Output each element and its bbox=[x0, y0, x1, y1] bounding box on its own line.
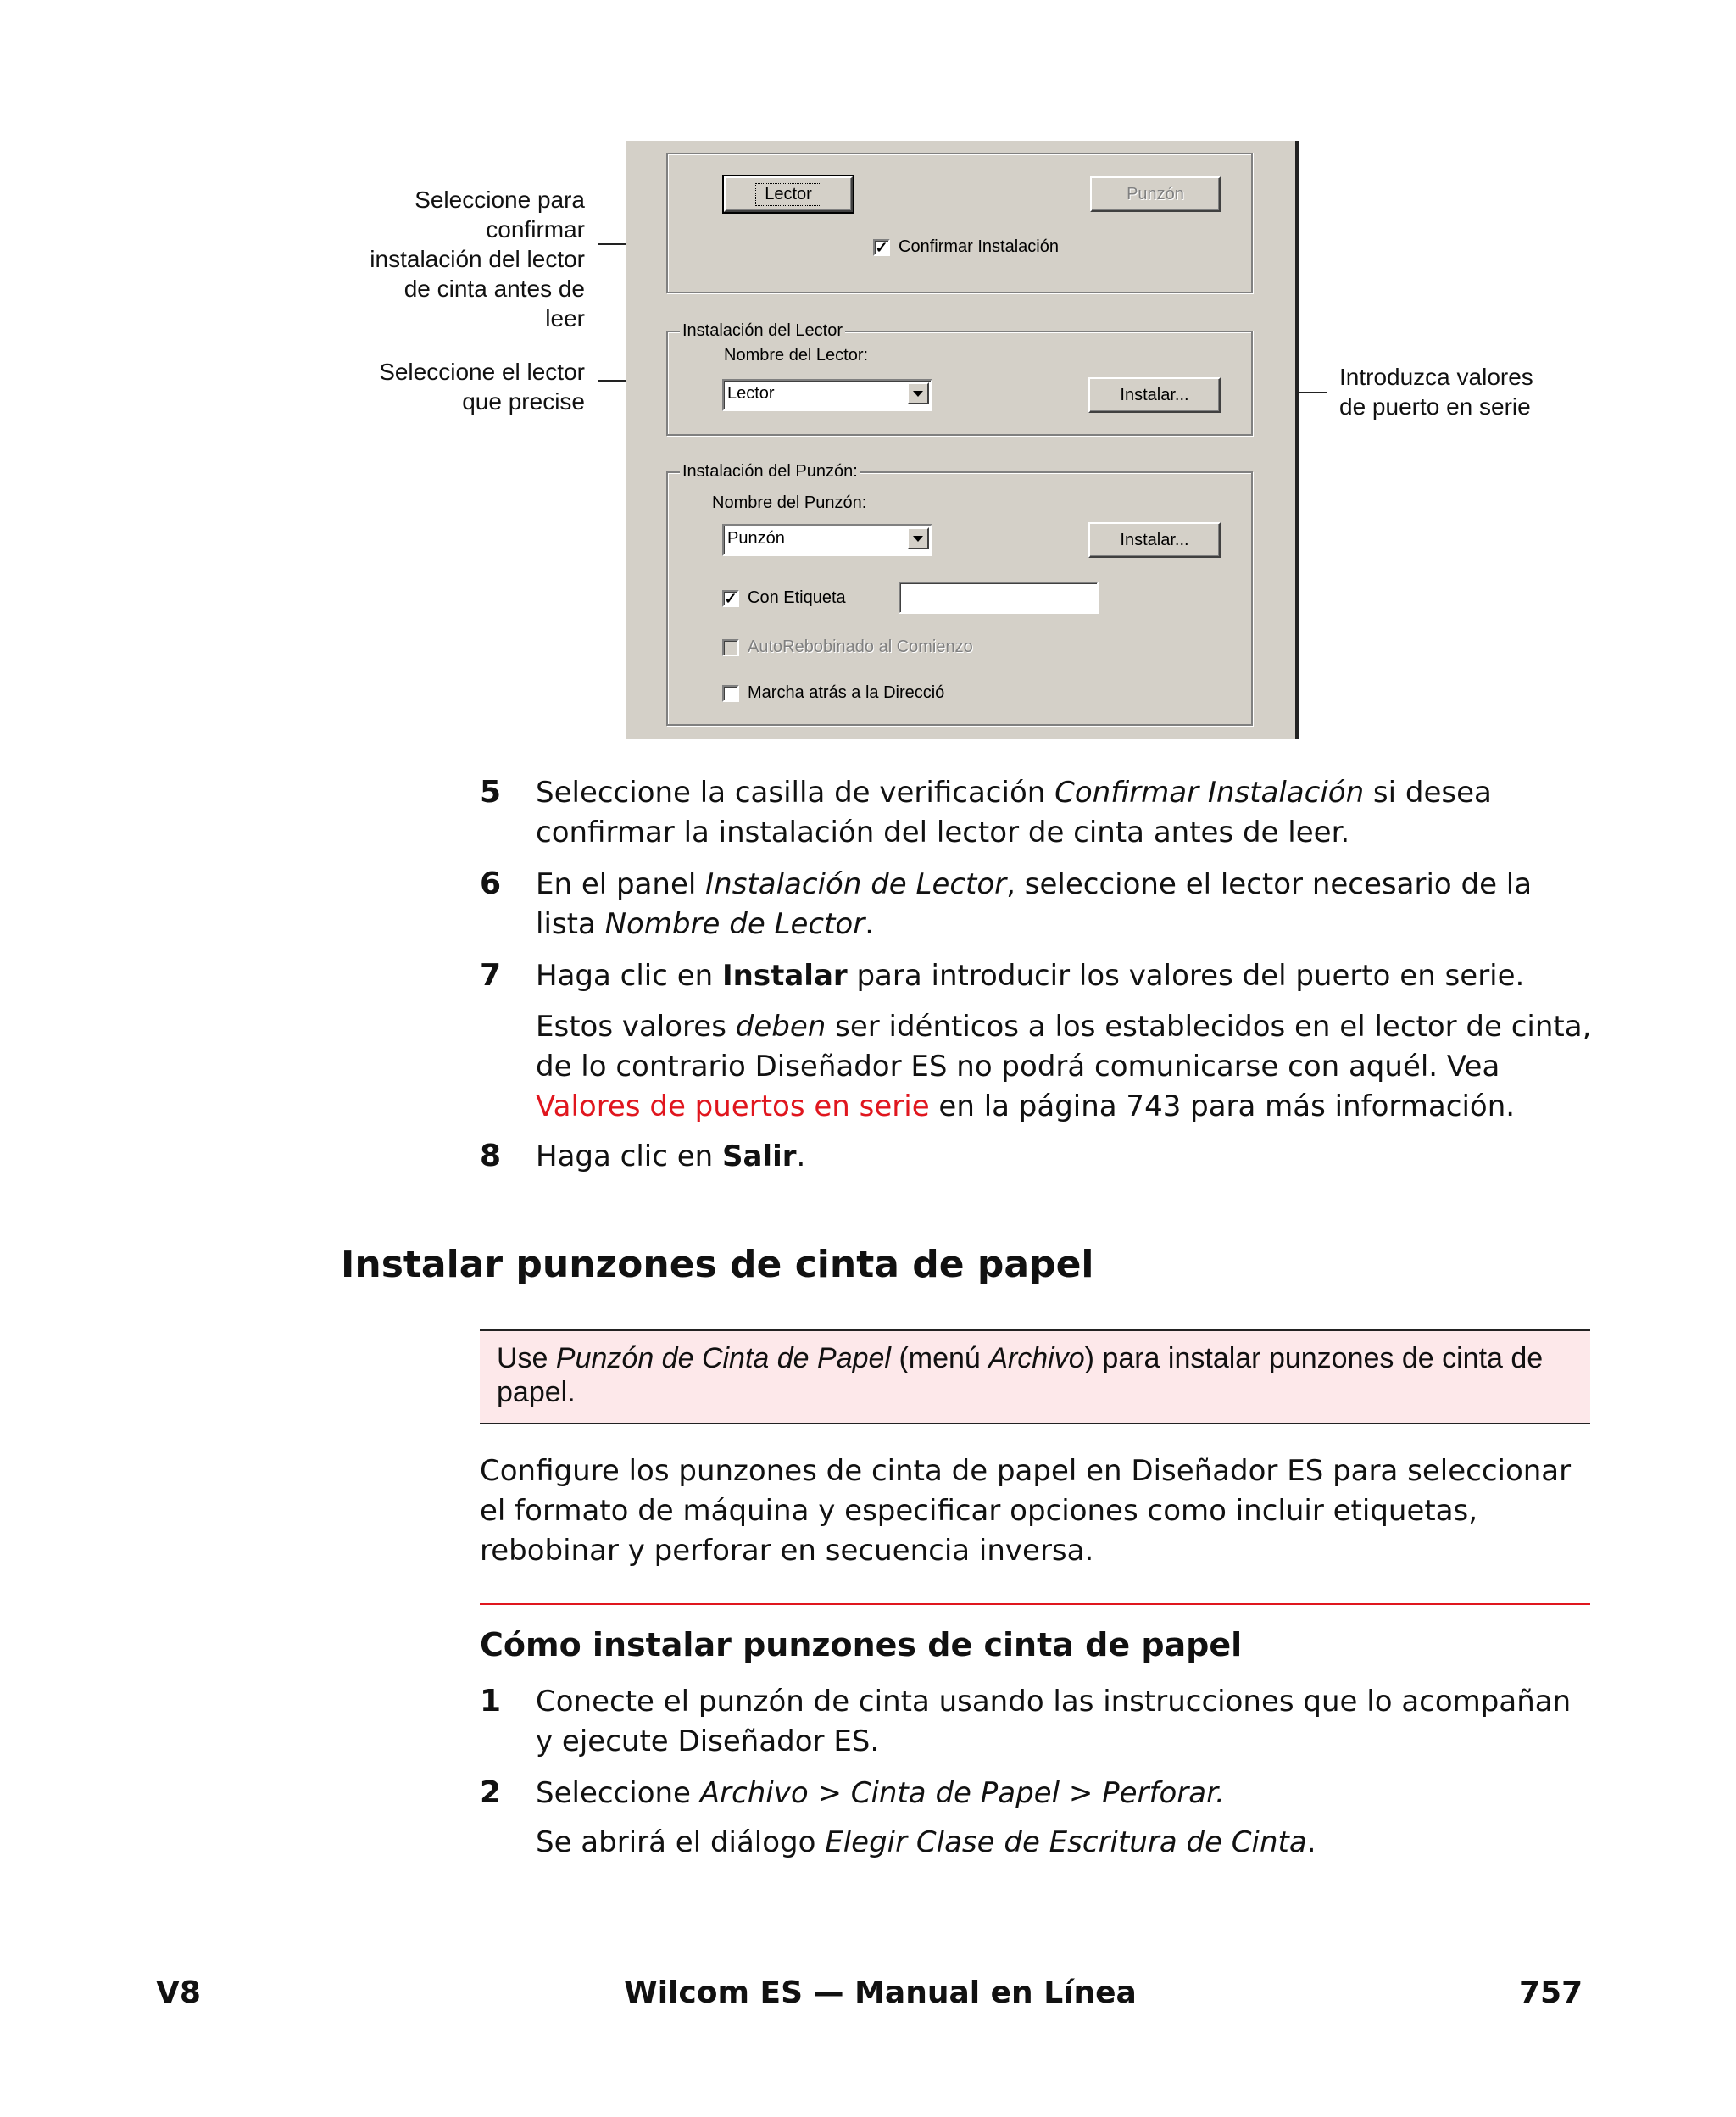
section-title: Instalar punzones de cinta de papel bbox=[341, 1243, 1094, 1286]
reader-select-value: Lector bbox=[727, 384, 775, 403]
step-number-6: 6 bbox=[480, 866, 502, 901]
chevron-down-icon[interactable] bbox=[907, 527, 929, 549]
label-text-input[interactable] bbox=[899, 582, 1099, 614]
note-box: Use Punzón de Cinta de Papel (menú Archivo) para instalar punzones de cinta de papel. bbox=[480, 1329, 1590, 1424]
serial-values-link[interactable]: Valores de puertos en serie bbox=[536, 1089, 930, 1123]
reader-install-button[interactable] bbox=[1088, 377, 1221, 413]
reader-group-title: Instalación del Lector bbox=[680, 321, 845, 341]
footer-page-number: 757 bbox=[1519, 1975, 1583, 2010]
chevron-down-icon[interactable] bbox=[907, 382, 929, 404]
footer-version: V8 bbox=[156, 1975, 201, 2010]
tape-setup-dialog bbox=[626, 141, 1299, 739]
footer-title: Wilcom ES — Manual en Línea bbox=[624, 1975, 1137, 2010]
punch-group-title: Instalación del Punzón: bbox=[680, 462, 860, 482]
step-number-8: 8 bbox=[480, 1139, 502, 1173]
confirm-install-checkbox[interactable]: ✓ bbox=[873, 239, 890, 256]
section-divider bbox=[480, 1603, 1590, 1605]
subsection-title: Cómo instalar punzones de cinta de papel bbox=[480, 1626, 1243, 1663]
punch-install-button[interactable] bbox=[1088, 522, 1221, 558]
punch-select-value: Punzón bbox=[727, 529, 785, 548]
callout-confirm: Seleccione para confirmar instalación del lector de cinta antes de leer bbox=[370, 187, 585, 331]
lector-button[interactable] bbox=[724, 176, 853, 212]
lector-button-label: Lector bbox=[755, 183, 821, 206]
punch-install-button-label: Instalar... bbox=[1120, 530, 1189, 549]
step-number-7: 7 bbox=[480, 958, 502, 993]
callout-reader: Seleccione el lector que precise bbox=[379, 359, 585, 415]
top-group bbox=[666, 153, 1253, 293]
confirm-install-label: Confirmar Instalación bbox=[899, 237, 1059, 256]
step-number-2: 2 bbox=[480, 1775, 502, 1810]
punch-name-label: Nombre del Punzón: bbox=[712, 493, 867, 512]
step-5-text: Seleccione la casilla de verificación Confirmar Instalación si desea confirmar la instalación del lector de cinta antes de leer. bbox=[536, 776, 1492, 850]
body-paragraph: Configure los punzones de cinta de papel en Diseñador ES para seleccionar el formato de máquina y especificar opciones como incluir etiquetas, rebobinar y perforar en secuencia inversa. bbox=[480, 1454, 1572, 1568]
reader-name-label: Nombre del Lector: bbox=[724, 346, 869, 365]
punzon-button-label: Punzón bbox=[1127, 184, 1184, 203]
reader-select[interactable] bbox=[722, 379, 932, 411]
label-checkbox-label: Con Etiqueta bbox=[748, 588, 846, 607]
step-number-1: 1 bbox=[480, 1684, 502, 1719]
reverse-checkbox[interactable] bbox=[722, 685, 739, 702]
label-checkbox[interactable]: ✓ bbox=[722, 590, 739, 607]
step-1-text: Conecte el punzón de cinta usando las instrucciones que lo acompañan y ejecute Diseñador ES. bbox=[536, 1685, 1572, 1758]
step-8-text: Haga clic en Salir. bbox=[536, 1139, 806, 1173]
step-number-5: 5 bbox=[480, 775, 502, 810]
autorewind-label: AutoRebobinado al Comienzo bbox=[748, 638, 973, 656]
step-6-text: En el panel Instalación de Lector, seleccione el lector necesario de la lista Nombre de Lector. bbox=[536, 867, 1533, 941]
reader-install-button-label: Instalar... bbox=[1120, 385, 1189, 404]
callout-serial: Introduzca valores de puerto en serie bbox=[1339, 364, 1533, 420]
punzon-button[interactable] bbox=[1090, 176, 1221, 212]
autorewind-checkbox[interactable] bbox=[722, 639, 739, 656]
step-2-text: Seleccione Archivo > Cinta de Papel > Perforar. bbox=[536, 1776, 1225, 1810]
punch-select[interactable] bbox=[722, 524, 932, 556]
reverse-label: Marcha atrás a la Direcció bbox=[748, 683, 945, 702]
step-7-detail: Estos valores deben ser idénticos a los establecidos en el lector de cinta, de lo contrario Diseñador ES no podrá comunicarse con aquél. Vea Valores de puertos en serie en la página 743 para más información. bbox=[536, 1010, 1592, 1123]
step-2-detail: Se abrirá el diálogo Elegir Clase de Escritura de Cinta. bbox=[536, 1825, 1316, 1859]
step-7-text: Haga clic en Instalar para introducir los valores del puerto en serie. bbox=[536, 959, 1525, 993]
